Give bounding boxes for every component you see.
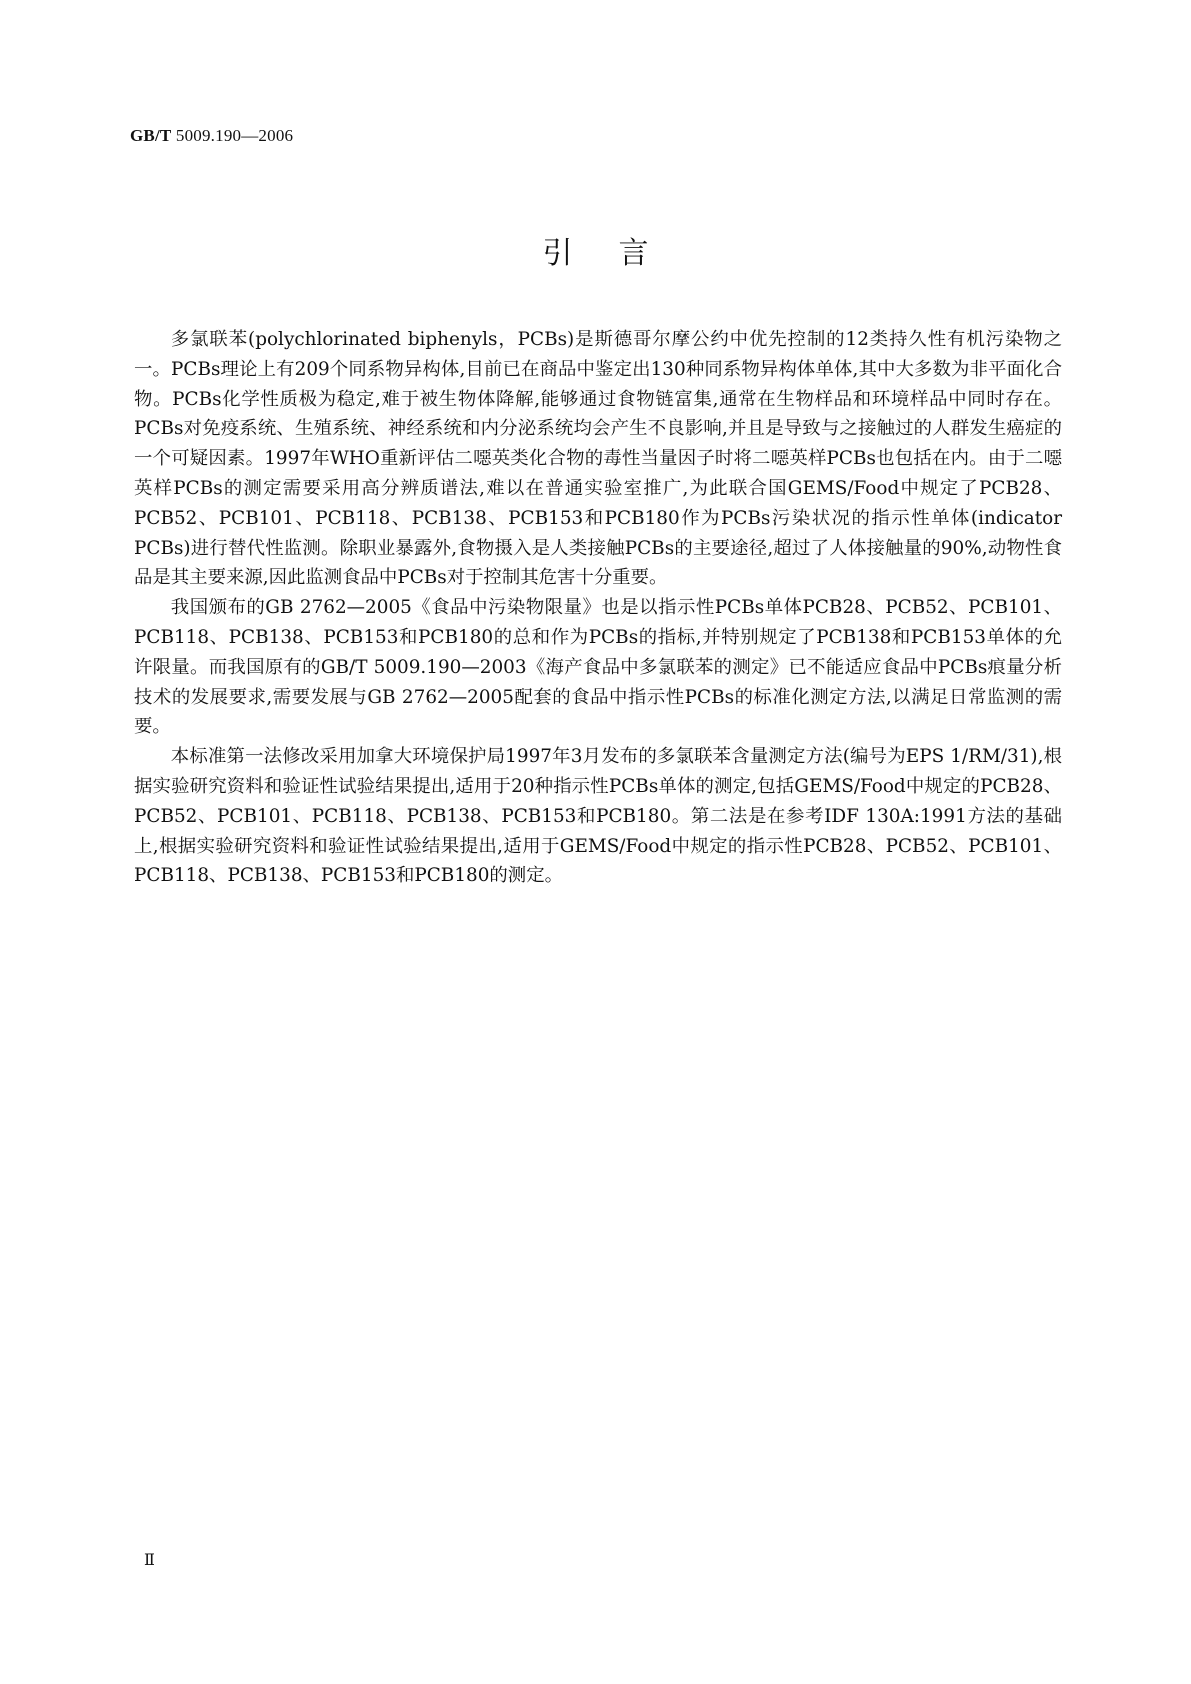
page-number: Ⅱ: [144, 1552, 155, 1569]
standard-code-header: [130, 126, 293, 146]
paragraph-pcbs-overview: 多氯联苯(polychlorinated biphenyls，PCBs)是斯德哥尔摩公约中优先控制的12类持久性有机污染物之一。PCBs理论上有209个同系物异构体,目前已在商品中鉴定出130种同系物异构体单体,其中大多数为非平面化合物。PCBs化学性质极为稳定,难于被生物体降解,能够通过食物链富集,通常在生物样品和环境样品中同时存在。PCBs对免疫系统、生殖系统、神经系统和内分泌系统均会产生不良影响,并且是导致与之接触过的人群发生癌症的一个可疑因素。1997年WHO重新评估二噁英类化合物的毒性当量因子时将二噁英样PCBs也包括在内。由于二噁英样PCBs的测定需要采用高分辨质谱法,难以在普通实验室推广,为此联合国GEMS/Food中规定了PCB28、PCB52、PCB101、PCB118、PCB138、PCB153和PCB180作为PCBs污染状况的指示性单体(indicator PCBs)进行替代性监测。除职业暴露外,食物摄入是人类接触PCBs的主要途径,超过了人体接触量的90%,动物性食品是其主要来源,因此监测食品中PCBs对于控制其危害十分重要。: [134, 329, 1062, 589]
paragraph-gb2762-limits: 我国颁布的GB 2762—2005《食品中污染物限量》也是以指示性PCBs单体PCB28、PCB52、PCB101、PCB118、PCB138、PCB153和PCB180的总和作为PCBs的指标,并特别规定了PCB138和PCB153单体的允许限量。而我国原有的GB/T 5009.190—2003《海产食品中多氯联苯的测定》已不能适应食品中PCBs痕量分析技术的发展要求,需要发展与GB 2762—2005配套的食品中指示性PCBs的标准化测定方法,以满足日常监测的需要。: [134, 597, 1062, 738]
paragraph-method-basis: 本标准第一法修改采用加拿大环境保护局1997年3月发布的多氯联苯含量测定方法(编号为EPS 1/RM/31),根据实验研究资料和验证性试验结果提出,适用于20种指示性PCBs单体的测定,包括GEMS/Food中规定的PCB28、PCB52、PCB101、PCB118、PCB138、PCB153和PCB180。第二法是在参考IDF 130A:1991方法的基础上,根据实验研究资料和验证性试验结果提出,适用于GEMS/Food中规定的指示性PCB28、PCB52、PCB101、PCB118、PCB138、PCB153和PCB180的测定。: [134, 746, 1062, 887]
introduction-body: [134, 325, 1062, 891]
page-title: 引言: [542, 236, 695, 271]
standard-number: 5009.190—2006: [171, 126, 294, 145]
standard-prefix: GB/T: [130, 126, 172, 145]
